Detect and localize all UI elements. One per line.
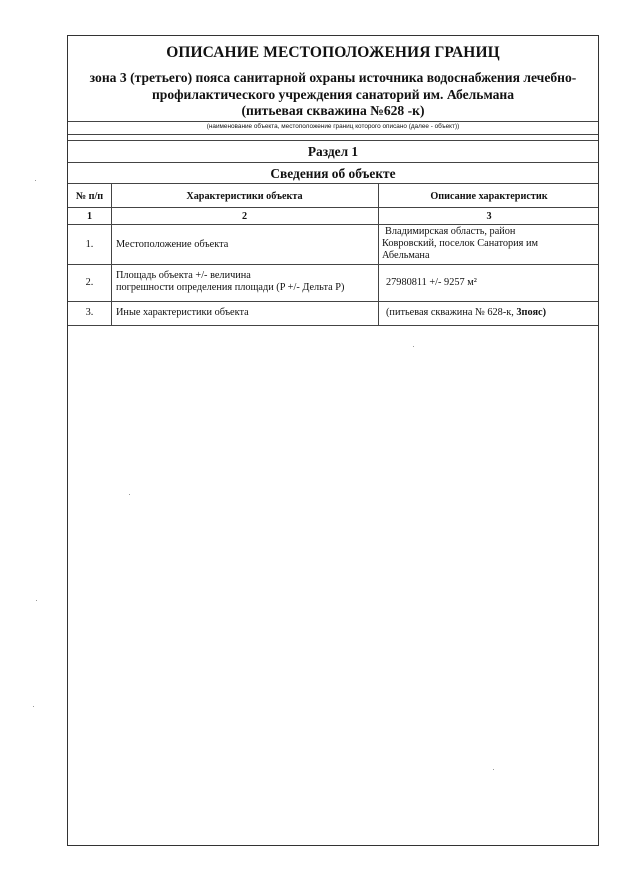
row-description: Владимирская область, район Ковровский, поселок Санатория им Абельмана bbox=[382, 226, 539, 261]
row-num: 3. bbox=[85, 307, 94, 318]
caption-underline bbox=[68, 121, 598, 122]
divider bbox=[68, 162, 598, 163]
column-number-3: 3 bbox=[486, 211, 492, 222]
row-divider bbox=[68, 224, 598, 225]
row-divider bbox=[68, 325, 598, 326]
row-characteristic: Иные характеристики объекта bbox=[116, 307, 249, 318]
column-divider bbox=[111, 183, 112, 326]
scan-speck bbox=[493, 769, 494, 770]
row-description: 27980811 +/- 9257 м² bbox=[386, 277, 477, 288]
header-characteristic: Характеристики объекта bbox=[186, 191, 303, 202]
row-divider bbox=[68, 207, 598, 208]
row-characteristic: Площадь объекта +/- величина погрешности определения площади (P +/- Дельта P) bbox=[116, 270, 345, 293]
scan-speck bbox=[35, 180, 36, 181]
row-num: 1. bbox=[85, 239, 94, 250]
scan-speck bbox=[129, 494, 130, 495]
subtitle-line-1: зона 3 (третьего) пояса санитарной охраны источника водоснабжения лечебно- bbox=[89, 70, 577, 85]
row-num: 2. bbox=[85, 277, 94, 288]
subtitle-line-3: (питьевая скважина №628 -к) bbox=[241, 103, 425, 118]
row-characteristic: Местоположение объекта bbox=[116, 239, 229, 250]
document-page bbox=[67, 35, 599, 846]
header-description: Описание характеристик bbox=[430, 191, 548, 202]
row-divider bbox=[68, 264, 598, 265]
scan-speck bbox=[36, 600, 37, 601]
section-name: Сведения об объекте bbox=[270, 166, 396, 181]
divider bbox=[68, 134, 598, 135]
document-subtitle bbox=[72, 70, 594, 120]
object-caption: (наименование объекта, местоположение границ которого описано (далее - объект)) bbox=[206, 123, 460, 130]
header-num: № п/п bbox=[75, 191, 104, 202]
column-number-1: 1 bbox=[86, 211, 93, 222]
divider bbox=[68, 140, 598, 141]
scan-speck bbox=[33, 706, 34, 707]
row-description: (питьевая скважина № 628-к, 3пояс) bbox=[386, 307, 547, 318]
section-label: Раздел 1 bbox=[307, 144, 359, 159]
row-divider bbox=[68, 301, 598, 302]
column-divider bbox=[378, 183, 379, 326]
scan-speck bbox=[413, 346, 414, 347]
column-number-2: 2 bbox=[241, 211, 248, 222]
subtitle-line-2: профилактического учреждения санаторий им. Абельмана bbox=[151, 86, 515, 102]
document-title: ОПИСАНИЕ МЕСТОПОЛОЖЕНИЯ ГРАНИЦ bbox=[166, 44, 500, 61]
divider bbox=[68, 183, 598, 184]
